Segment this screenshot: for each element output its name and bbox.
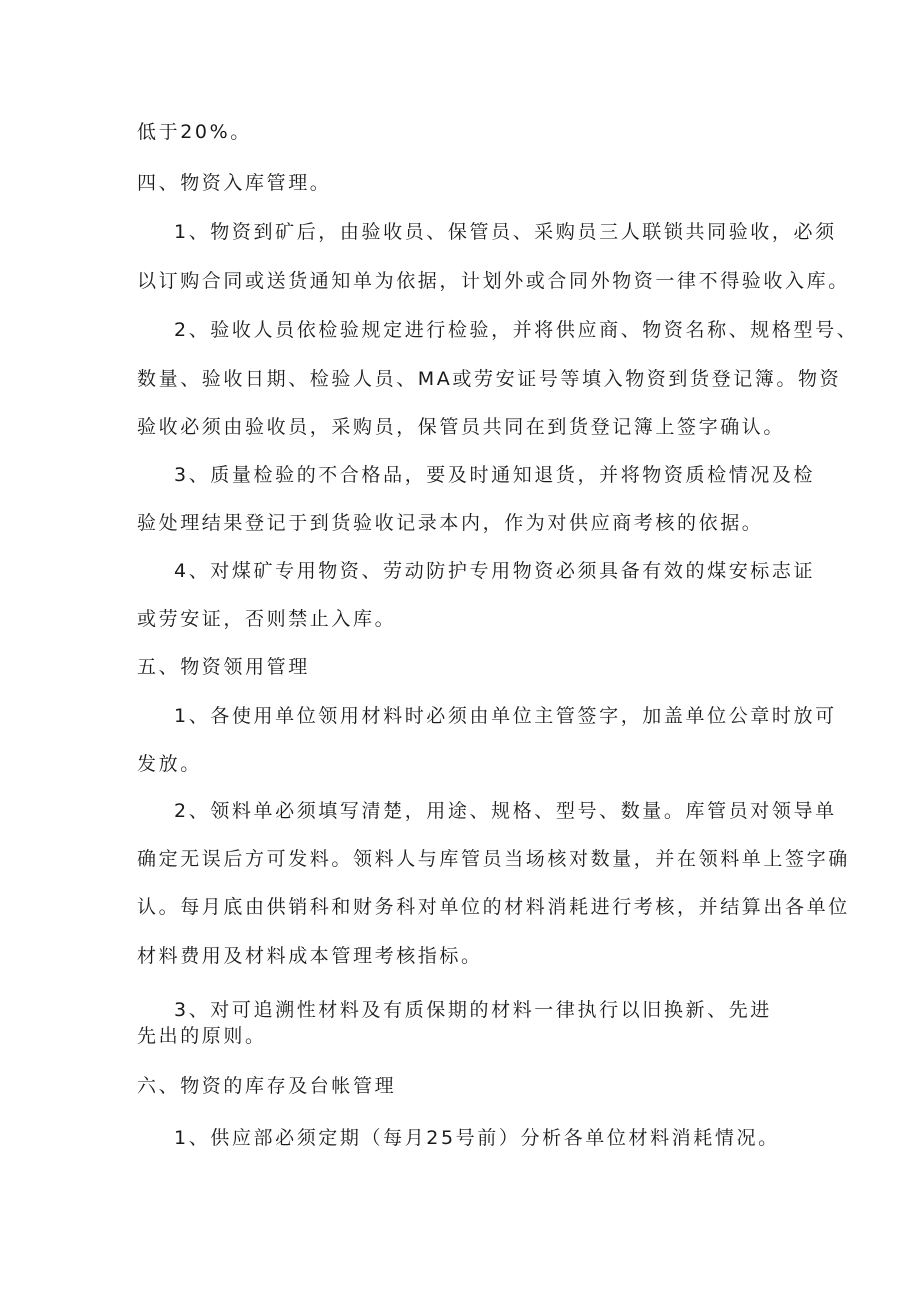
section-heading-4: 四、物资入库管理。 [137, 172, 332, 194]
text-line-7: 验收必须由验收员，采购员，保管员共同在到货登记簿上签字确认。 [137, 416, 786, 438]
text-line-10: 4、对煤矿专用物资、劳动防护专用物资必须具备有效的煤安标志证 [174, 560, 816, 582]
text-line-19: 3、对可追溯性材料及有质保期的材料一律执行以旧换新、先进 [174, 999, 772, 1021]
text-line-16: 确定无误后方可发料。领料人与库管员当场核对数量，并在领料单上签字确 [137, 848, 850, 870]
text-line-18: 材料费用及材料成本管理考核指标。 [137, 945, 483, 967]
text-line-1: 低于20%。 [137, 121, 252, 143]
text-line-11: 或劳安证，否则禁止入库。 [137, 608, 397, 630]
text-line-5: 2、验收人员依检验规定进行检验，并将供应商、物资名称、规格型号、 [174, 319, 859, 341]
text-line-6: 数量、验收日期、检验人员、MA或劳安证号等填入物资到货登记簿。物资 [137, 368, 842, 390]
text-line-14: 发放。 [137, 753, 202, 775]
text-line-20: 先出的原则。 [137, 1025, 267, 1047]
text-line-4: 以订购合同或送货通知单为依据，计划外或合同外物资一律不得验收入库。 [137, 270, 850, 292]
text-line-15: 2、领料单必须填写清楚，用途、规格、型号、数量。库管员对领导单 [174, 800, 837, 822]
section-heading-5: 五、物资领用管理 [137, 656, 310, 678]
text-line-17: 认。每月底由供销科和财务科对单位的材料消耗进行考核，并结算出各单位 [137, 896, 850, 918]
text-line-13: 1、各使用单位领用材料时必须由单位主管签字，加盖单位公章时放可 [174, 705, 837, 727]
section-heading-6: 六、物资的库存及台帐管理 [137, 1075, 397, 1097]
text-line-9: 验处理结果登记于到货验收记录本内，作为对供应商考核的依据。 [137, 512, 764, 534]
text-line-8: 3、质量检验的不合格品，要及时通知退货，并将物资质检情况及检 [174, 464, 816, 486]
text-line-3: 1、物资到矿后，由验收员、保管员、采购员三人联锁共同验收，必须 [174, 221, 837, 243]
text-line-22: 1、供应部必须定期（每月25号前）分析各单位材料消耗情况。 [174, 1127, 780, 1149]
